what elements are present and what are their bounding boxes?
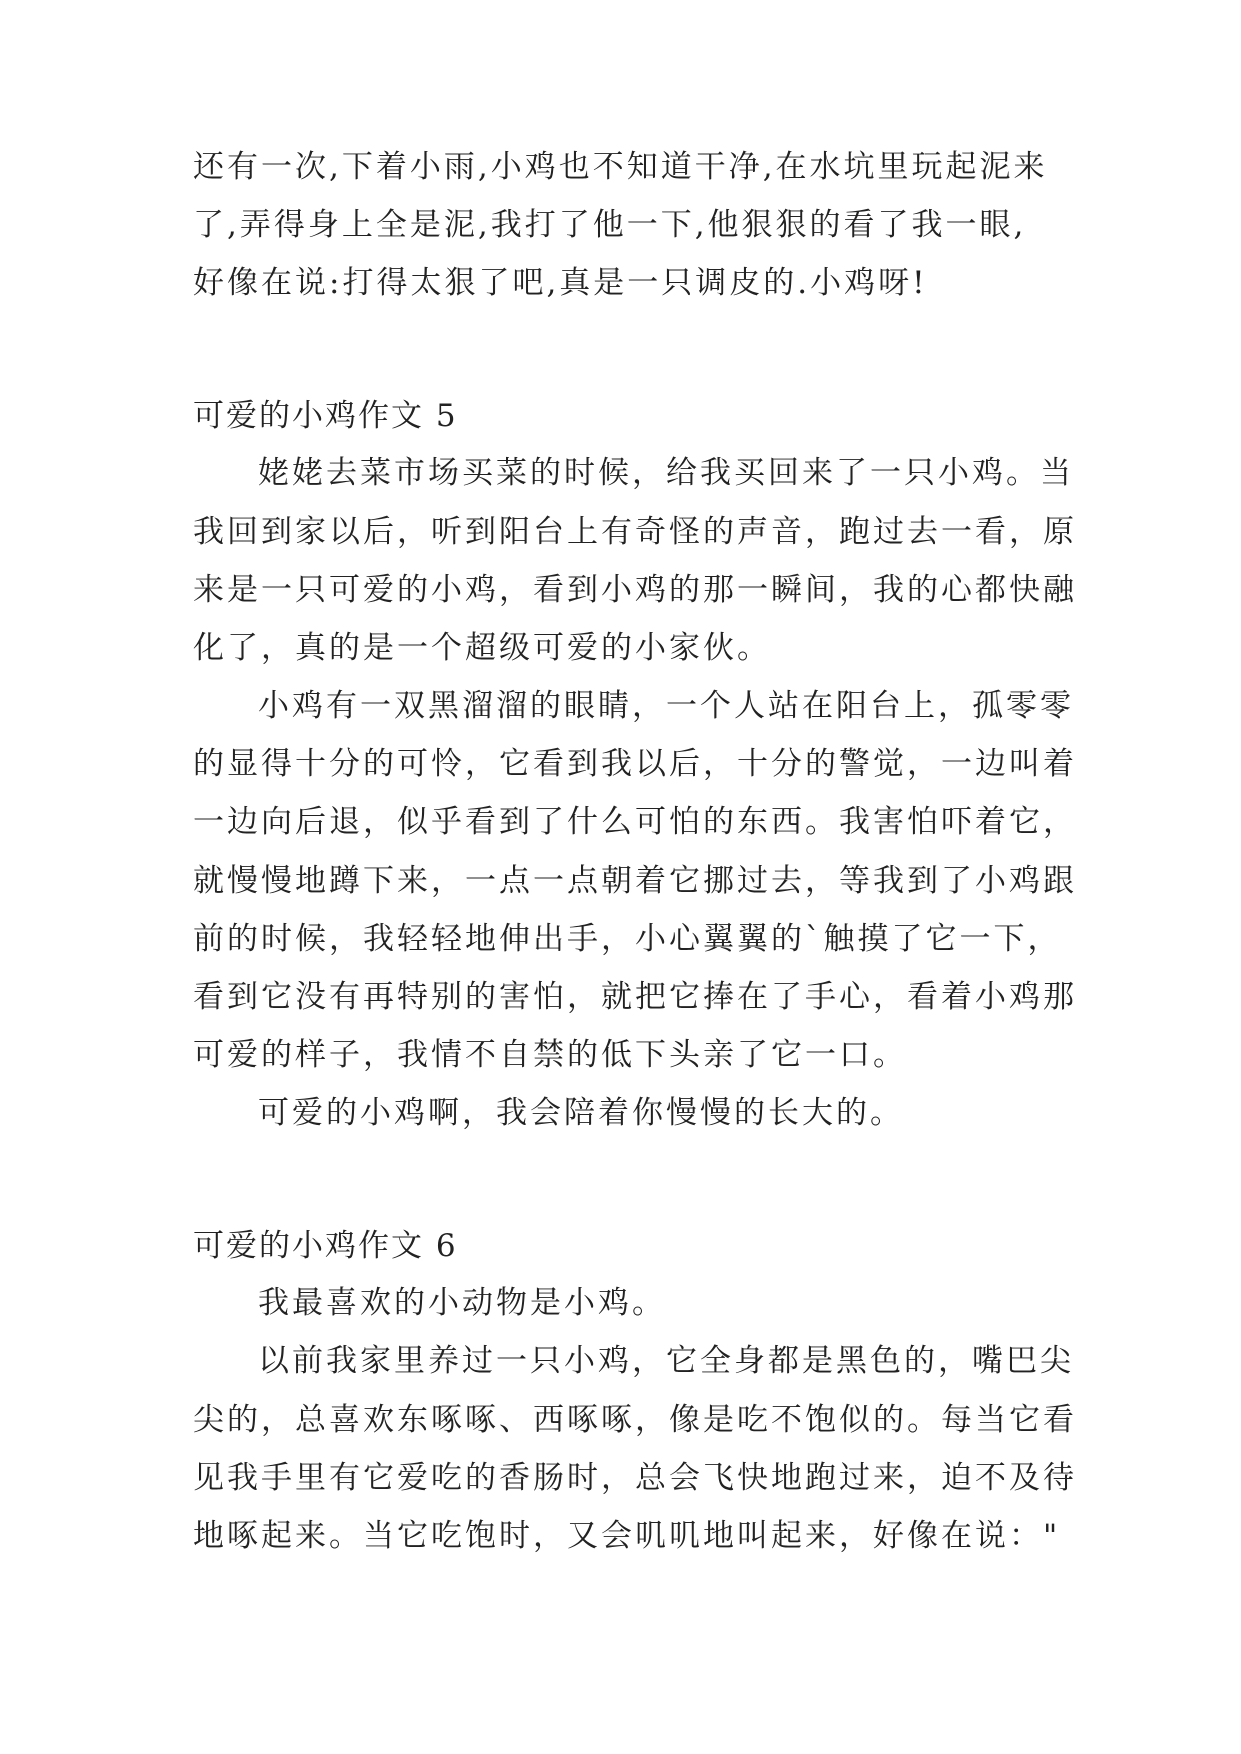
section6-p1-line-1: 我最喜欢的小动物是小鸡。 [258, 1285, 666, 1321]
section5-p2-line-3: 一边向后退，似乎看到了什么可怕的东西。我害怕吓着它， [193, 804, 1077, 840]
section6-title: 可爱的小鸡作文 6 [193, 1228, 458, 1264]
section6-p2-line-2: 尖的，总喜欢东啄啄、西啄啄，像是吃不饱似的。每当它看 [193, 1402, 1077, 1438]
section5-p2-line-7: 可爱的样子，我情不自禁的低下头亲了它一口。 [193, 1037, 907, 1073]
section5-p2-line-4: 就慢慢地蹲下来，一点一点朝着它挪过去，等我到了小鸡跟 [193, 863, 1077, 899]
section5-p2-line-6: 看到它没有再特别的害怕，就把它捧在了手心，看着小鸡那 [193, 979, 1077, 1015]
section6-p2-line-3: 见我手里有它爱吃的香肠时，总会飞快地跑过来，迫不及待 [193, 1460, 1077, 1496]
section5-p3-line-1: 可爱的小鸡啊，我会陪着你慢慢的长大的。 [258, 1095, 904, 1131]
section6-p2-line-4: 地啄起来。当它吃饱时，又会叽叽地叫起来，好像在说：" [193, 1518, 1061, 1554]
section6-p2-line-1: 以前我家里养过一只小鸡，它全身都是黑色的，嘴巴尖 [258, 1343, 1074, 1379]
section5-p1-line-2: 我回到家以后，听到阳台上有奇怪的声音，跑过去一看，原 [193, 514, 1077, 550]
section5-p2-line-2: 的显得十分的可怜，它看到我以后，十分的警觉，一边叫着 [193, 746, 1077, 782]
section5-p1-line-3: 来是一只可爱的小鸡，看到小鸡的那一瞬间，我的心都快融 [193, 572, 1077, 608]
intro-line-3: 好像在说:打得太狠了吧,真是一只调皮的.小鸡呀! [193, 265, 928, 301]
section5-p1-line-1: 姥姥去菜市场买菜的时候，给我买回来了一只小鸡。当 [258, 455, 1074, 491]
section5-title: 可爱的小鸡作文 5 [193, 398, 458, 434]
section5-p1-line-4: 化了，真的是一个超级可爱的小家伙。 [193, 630, 771, 666]
intro-line-1: 还有一次,下着小雨,小鸡也不知道干净,在水坑里玩起泥来 [193, 149, 1048, 185]
section5-p2-line-5: 前的时候，我轻轻地伸出手，小心翼翼的`触摸了它一下， [193, 921, 1062, 957]
intro-line-2: 了,弄得身上全是泥,我打了他一下,他狠狠的看了我一眼, [193, 207, 1027, 243]
section5-p2-line-1: 小鸡有一双黑溜溜的眼睛，一个人站在阳台上，孤零零 [258, 688, 1074, 724]
